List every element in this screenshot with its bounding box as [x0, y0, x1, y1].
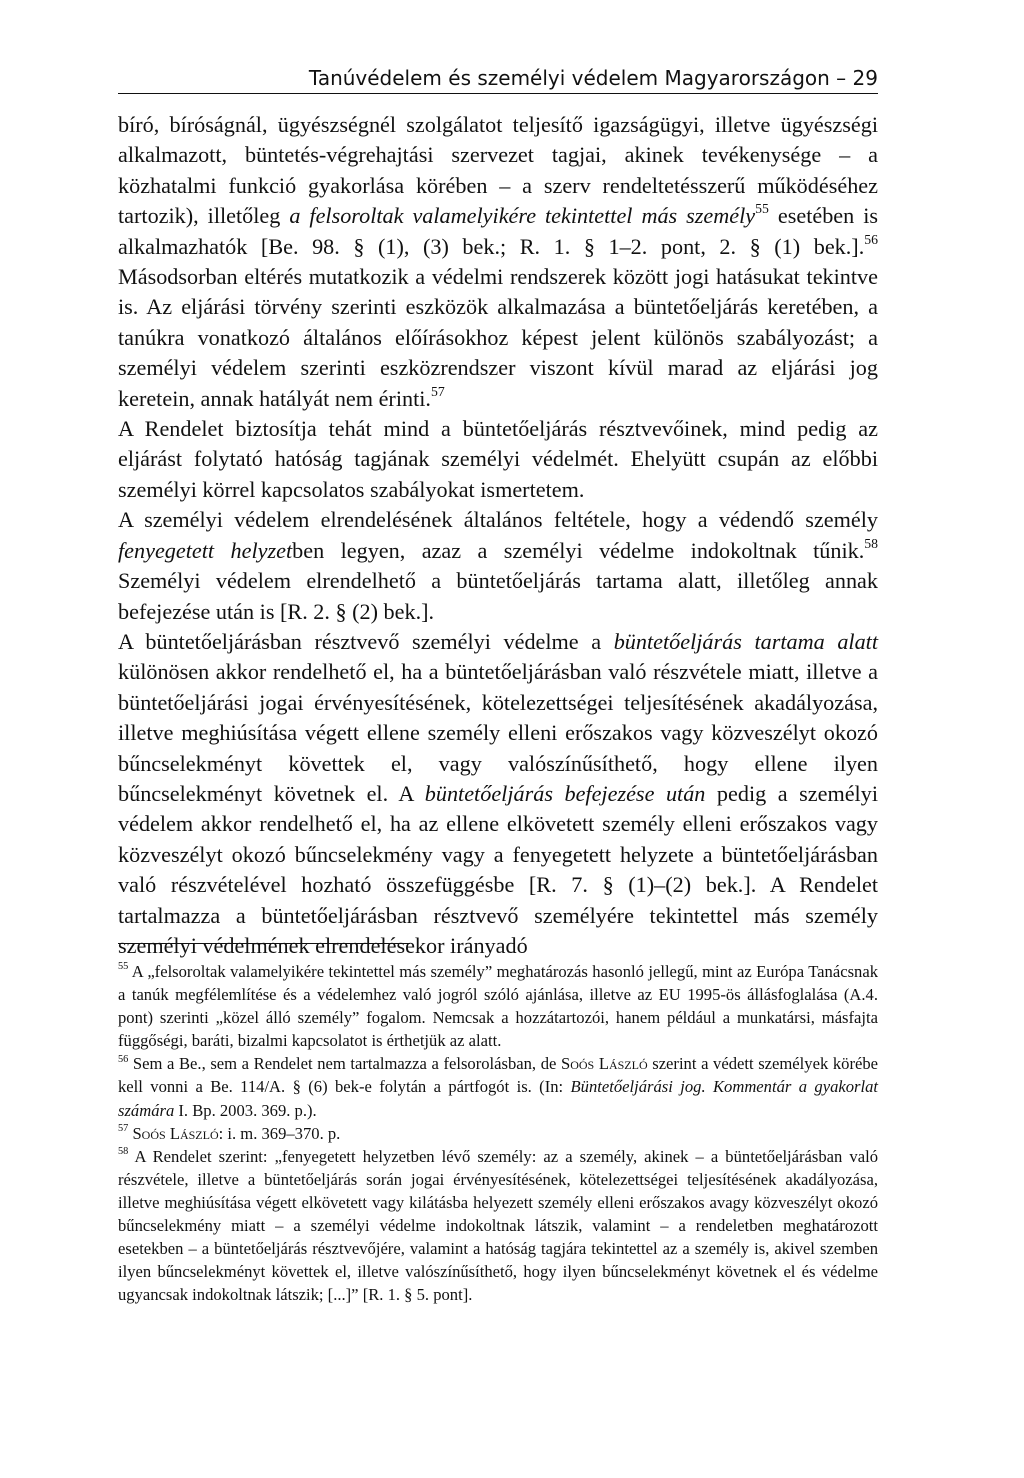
footnote-57-author: Soós László	[132, 1123, 219, 1143]
footnote-divider	[118, 943, 410, 944]
footnote-56-text-c: I. Bp. 2003. 369. p.).	[174, 1100, 317, 1120]
paragraph-4-text-c: pedig a személyi védelem akkor rendelhető el, ha az ellene elkövetett személy elleni erőszakos vagy közveszélyt okozó bűncselekmény vagy a fenyegetett helyzete a büntetőeljárásban való részvételével hozható összefüggésbe [R. 7. § (1)–(2) bek.]. A Rendelet tartalmazza a büntetőeljárásban résztvevő személyére tekintettel más személy személyi védelmének elrendelésekor irányadó	[118, 780, 878, 958]
paragraph-4-text-a: A büntetőeljárásban résztvevő személyi védelme a	[118, 628, 614, 654]
paragraph-3-text-c: Személyi védelem elrendelhető a büntetőeljárás tartama alatt, illetőleg annak befejezése után is [R. 2. § (2) bek.].	[118, 568, 878, 624]
paragraph-4-italic-2: büntetőeljárás befejezése után	[424, 780, 706, 806]
paragraph-3-italic: fenyegetett helyzet	[118, 537, 293, 563]
paragraph-4	[118, 627, 878, 961]
footnote-number-58: 58	[118, 1146, 129, 1158]
paragraph-1-text-a: bíró, bíróságnál, ügyészségnél szolgálatot teljesítő igazságügyi, illetve ügyészségi alkalmazott, büntetés-végrehajtási szervezet tagjai, akinek tevékenysége – a közhatalmi funkció gyakorlása körében – a szerv rendeltetésszerű működéséhez tartozik), illetőleg	[118, 112, 878, 229]
paragraph-1-text-b: esetében is alkalmazhatók [Be. 98. § (1), (3) bek.; R. 1. § 1–2. pont, 2. § (1) bek.].	[118, 203, 879, 259]
footnote-55-text: A „felsoroltak valamelyikére tekintettel más személy” meghatározás hasonló jellegű, mint az Európa Tanácsnak a tanúk megfélemlítése és a védelemhez való jogról szóló ajánlása, illetve az EU 1995-ös állásfoglalása (A.4. pont) szerinti „közel álló személy” fogalom. Nemcsak a hozzátartozói, hanem például a munkatársi, másfajta függőségi, baráti, bizalmi kapcsolatot is érthetjük az alatt.	[118, 962, 878, 1051]
footnote-number-56: 56	[118, 1053, 129, 1065]
footnote-ref-56[interactable]: 56	[864, 231, 878, 247]
footnote-number-55: 55	[118, 961, 129, 973]
footnote-56-author: Soós László	[560, 1054, 648, 1074]
footnotes	[118, 960, 878, 1306]
paragraph-4-text-b: különösen akkor rendelhető el, ha a büntetőeljárásban való részvétele miatt, illetve a büntetőeljárási jogai érvényesítésének, kötelezettségei teljesítésének akadályozása, illetve meghiúsítása végett ellene személy elleni erőszakos vagy közveszélyt okozó bűncselekményt követtek el, vagy valószínűsíthető, hogy ellene ilyen bűncselekményt követnek el. A	[118, 659, 878, 806]
footnote-number-57: 57	[118, 1123, 129, 1135]
footnote-56-text-a: Sem a Be., sem a Rendelet nem tartalmazza a felsorolásban, de	[128, 1054, 561, 1074]
footnote-55	[118, 960, 878, 1052]
paragraph-3-text-a: A személyi védelem elrendelésének általános feltétele, hogy a védendő személy	[118, 507, 878, 533]
paragraph-1-italic: a felsoroltak valamelyikére tekintettel más személy	[289, 203, 756, 229]
footnote-57-text: : i. m. 369–370. p.	[218, 1123, 341, 1143]
footnote-56-italic: Büntetőeljárási jog. Kommentár a gyakorlat számára	[118, 1077, 878, 1120]
paragraph-4-italic-1: büntetőeljárás tartama alatt	[613, 628, 878, 654]
paragraph-3-text-b: ben legyen, azaz a személyi védelme indokoltnak tűnik.	[292, 537, 865, 563]
footnote-57	[118, 1122, 878, 1145]
footnote-56	[118, 1052, 878, 1121]
paragraph-3	[118, 505, 878, 627]
footnote-ref-55[interactable]: 55	[755, 201, 769, 217]
main-text	[118, 110, 878, 961]
paragraph-1-text-c: Másodsorban eltérés mutatkozik a védelmi rendszerek között jogi hatásukat tekintve is. Az eljárási törvény szerinti eszközök alkalmazása a büntetőeljárás keretében, a tanúkra vonatkozó általános előírásokhoz képest jelent különös szabályozást; a személyi védelem szerinti eszközrendszer viszont kívül marad az eljárási jog keretein, annak hatályát nem érinti.	[118, 264, 878, 411]
footnote-56-text-b: szerint a védett személyek körébe kell vonni a Be. 114/A. § (6) bek-e folytán a pártfogót is. (In:	[118, 1054, 879, 1097]
footnote-58-text: A Rendelet szerint: „fenyegetett helyzetben lévő személy: az a személy, akinek – a büntetőeljárásban való részvétele, illetve a büntetőeljárás során jogai érvényesítésének, kötelezettségei teljesítésének akadályozása, illetve meghiúsítása végett elkövetett vagy kilátásba helyezett személy elleni erőszakos avagy közveszélyt okozó bűncselekmény miatt – a személyi védelme indokoltnak látszik, valamint – a rendeletben meghatározott esetekben – a büntetőeljárás résztvevőjére, valamint a hatóság tagjára tekintettel az a személy is, akivel szemben ilyen bűncselekményt követtek el, illetve valószínűsíthető, hogy ilyen bűncselekményt követnek el és védelme ugyancsak indokoltnak látszik; [...]” [R. 1. § 5. pont].	[118, 1146, 878, 1305]
paragraph-2: A Rendelet biztosítja tehát mind a büntetőeljárás résztvevőinek, mind pedig az eljárást folytató hatóság tagjának személyi védelmét. Ehelyütt csupán az előbbi személyi körrel kapcsolatos szabályokat ismertetem.	[118, 416, 878, 502]
paragraph-1	[118, 110, 878, 414]
footnote-58	[118, 1145, 878, 1307]
footnote-ref-57[interactable]: 57	[430, 383, 445, 399]
footnote-ref-58[interactable]: 58	[864, 535, 878, 551]
running-head: Tanúvédelem és személyi védelem Magyarországon – 29	[118, 64, 878, 94]
